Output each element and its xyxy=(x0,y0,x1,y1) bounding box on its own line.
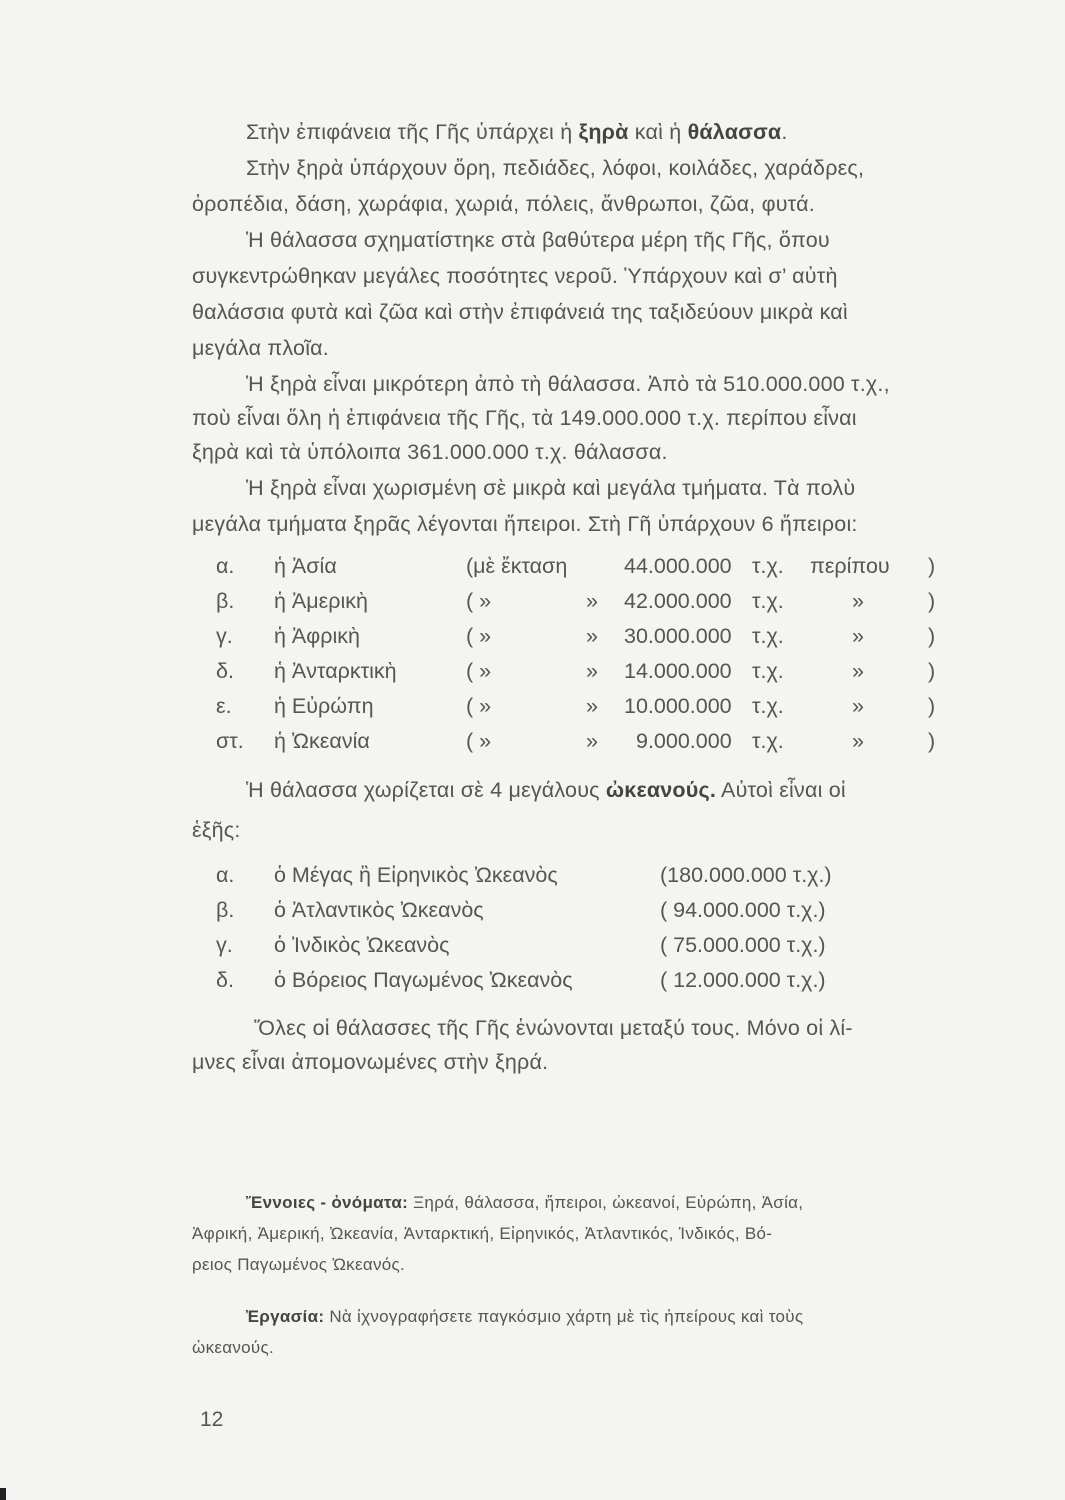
approx-label: περίπου xyxy=(810,554,890,578)
paragraph-connection-line: Ὅλες οἱ θάλασσες τῆς Γῆς ἑνώνονται μεταξύ τους. Μόνο οἱ λί- xyxy=(254,1016,853,1040)
ocean-name: ὁ Ἰνδικὸς Ὠκεανὸς xyxy=(274,933,450,957)
concepts-label: Ἔννοιες - ὀνόματα: xyxy=(246,1193,409,1212)
close-paren: ) xyxy=(928,694,936,718)
ocean-area: (180.000.000 τ.χ.) xyxy=(660,863,832,887)
ocean-name: ὁ Ἀτλαντικὸς Ὠκεανὸς xyxy=(274,898,484,922)
continent-name: ἡ Ἀφρικὴ xyxy=(274,624,360,648)
ocean-name: ὁ Βόρειος Παγωμένος Ὠκεανὸς xyxy=(274,968,573,992)
ditto-mark: » xyxy=(852,659,864,683)
continent-name: ἡ Ἀμερικὴ xyxy=(274,589,368,613)
open-paren: ( » xyxy=(466,729,492,753)
concepts-line: Ἀφρική, Ἀμερική, Ὠκεανία, Ἀνταρκτική, Εἰρηνικός, Ἀτλαντικός, Ἰνδικός, Βό- xyxy=(192,1224,773,1243)
paragraph-oceans-line: Ἡ θάλασσα χωρίζεται σὲ 4 μεγάλους ὠκεανούς. Αὐτοὶ εἶναι οἱ xyxy=(246,778,846,802)
paragraph-sea-line: μεγάλα πλοῖα. xyxy=(192,336,329,360)
list-letter: α. xyxy=(216,554,235,578)
paragraph-intro: Στὴν ἐπιφάνεια τῆς Γῆς ὑπάρχει ἡ ξηρὰ καὶ ἡ θάλασσα. xyxy=(246,120,788,144)
ocean-area: ( 12.000.000 τ.χ.) xyxy=(660,968,826,992)
paragraph-area-line: Ἡ ξηρὰ εἶναι μικρότερη ἀπὸ τὴ θάλασσα. Ἀπὸ τὰ 510.000.000 τ.χ., xyxy=(246,372,890,396)
list-letter: γ. xyxy=(216,624,233,648)
ditto-mark: » xyxy=(586,729,598,753)
list-letter: στ. xyxy=(216,729,244,753)
continent-area: 42.000.000 xyxy=(624,589,732,613)
open-paren: ( » xyxy=(466,659,492,683)
continent-name: ἡ Ἀνταρκτικὴ xyxy=(274,659,397,683)
paragraph-sea-line: Ἡ θάλασσα σχηματίστηκε στὰ βαθύτερα μέρη τῆς Γῆς, ὅπου xyxy=(246,228,830,252)
ditto-mark: » xyxy=(852,694,864,718)
paragraph-sea-line: θαλάσσια φυτὰ καὶ ζῶα καὶ στὴν ἐπιφάνειά της ταξιδεύουν μικρὰ καὶ xyxy=(192,300,848,324)
ocean-area: ( 94.000.000 τ.χ.) xyxy=(660,898,826,922)
exercise-line: ὠκεανούς. xyxy=(192,1338,275,1357)
concepts-line: ρειος Παγωμένος Ὠκεανός. xyxy=(192,1255,406,1274)
ditto-mark: » xyxy=(852,589,864,613)
exercise-line: Ἐργασία: Νὰ ἰχνογραφήσετε παγκόσμιο χάρτη μὲ τὶς ἠπείρους καὶ τοὺς xyxy=(246,1307,804,1326)
area-unit: τ.χ. xyxy=(752,659,784,683)
list-letter: β. xyxy=(216,589,235,613)
ditto-mark: » xyxy=(852,729,864,753)
area-unit: τ.χ. xyxy=(752,554,784,578)
paragraph-oceans-line: ἑξῆς: xyxy=(192,818,241,842)
area-unit: τ.χ. xyxy=(752,694,784,718)
close-paren: ) xyxy=(928,624,936,648)
close-paren: ) xyxy=(928,729,936,753)
ditto-mark: » xyxy=(586,624,598,648)
continent-area: 30.000.000 xyxy=(624,624,732,648)
continent-area: 9.000.000 xyxy=(636,729,732,753)
page-number: 12 xyxy=(200,1408,224,1431)
paragraph-sea-line: συγκεντρώθηκαν μεγάλες ποσότητες νεροῦ. Ὑπάρχουν καὶ σ’ αὐτὴ xyxy=(192,264,838,288)
close-paren: ) xyxy=(928,589,936,613)
continent-name: ἡ Ὠκεανία xyxy=(274,729,370,753)
list-letter: γ. xyxy=(216,933,233,957)
paragraph-land-line: ὀροπέδια, δάση, χωράφια, χωριά, πόλεις, ἄνθρωποι, ζῶα, φυτά. xyxy=(192,192,815,216)
paragraph-continents-line: Ἡ ξηρὰ εἶναι χωρισμένη σὲ μικρὰ καὶ μεγάλα τμήματα. Τὰ πολὺ xyxy=(246,476,856,500)
continent-area: 14.000.000 xyxy=(624,659,732,683)
paragraph-area-line: ξηρὰ καὶ τὰ ὑπόλοιπα 361.000.000 τ.χ. θάλασσα. xyxy=(192,440,668,464)
list-letter: β. xyxy=(216,898,235,922)
list-letter: δ. xyxy=(216,659,234,683)
area-unit: τ.χ. xyxy=(752,729,784,753)
ditto-mark: » xyxy=(852,624,864,648)
area-unit: τ.χ. xyxy=(752,624,784,648)
continent-name: ἡ Ἀσία xyxy=(274,554,337,578)
open-paren: ( » xyxy=(466,589,492,613)
ocean-area: ( 75.000.000 τ.χ.) xyxy=(660,933,826,957)
exercise-label: Ἐργασία: xyxy=(246,1307,325,1326)
close-paren: ) xyxy=(928,659,936,683)
list-letter: δ. xyxy=(216,968,234,992)
open-paren: (μὲ ἔκταση xyxy=(466,554,568,578)
continent-name: ἡ Εὐρώπη xyxy=(274,694,374,718)
area-unit: τ.χ. xyxy=(752,589,784,613)
ditto-mark: » xyxy=(586,694,598,718)
paragraph-connection-line: μνες εἶναι ἀπομονωμένες στὴν ξηρά. xyxy=(192,1050,549,1074)
concepts-line: Ἔννοιες - ὀνόματα: Ξηρά, θάλασσα, ἤπειροι, ὠκεανοί, Εὐρώπη, Ἀσία, xyxy=(246,1193,804,1212)
ocean-name: ὁ Μέγας ἢ Εἰρηνικὸς Ὠκεανὸς xyxy=(274,863,558,887)
list-letter: α. xyxy=(216,863,235,887)
open-paren: ( » xyxy=(466,694,492,718)
ditto-mark: » xyxy=(586,589,598,613)
list-letter: ε. xyxy=(216,694,232,718)
paragraph-area-line: ποὺ εἶναι ὅλη ἡ ἐπιφάνεια τῆς Γῆς, τὰ 149.000.000 τ.χ. περίπου εἶναι xyxy=(192,406,857,430)
continent-area: 44.000.000 xyxy=(624,554,732,578)
close-paren: ) xyxy=(928,554,936,578)
ditto-mark: » xyxy=(586,659,598,683)
open-paren: ( » xyxy=(466,624,492,648)
paragraph-continents-line: μεγάλα τμήματα ξηρᾶς λέγονται ἤπειροι. Στὴ Γῆ ὑπάρχουν 6 ἤπειροι: xyxy=(192,512,858,536)
continent-area: 10.000.000 xyxy=(624,694,732,718)
scan-edge-mark xyxy=(0,1488,6,1500)
paragraph-land-line: Στὴν ξηρὰ ὑπάρχουν ὄρη, πεδιάδες, λόφοι, κοιλάδες, χαράδρες, xyxy=(246,156,865,180)
